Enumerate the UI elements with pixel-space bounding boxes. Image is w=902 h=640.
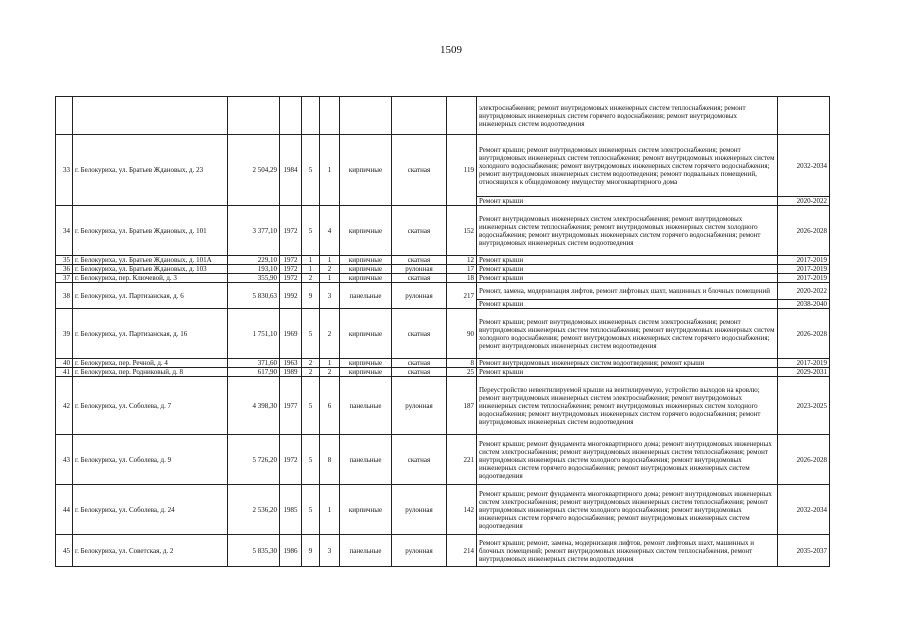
residents-count-cell: 18 [447, 274, 477, 283]
period-cell: 2038-2040 [778, 300, 830, 309]
year-cell: 1972 [280, 274, 302, 283]
year-cell: 1985 [280, 485, 302, 535]
works-cell: Ремонт крыши [477, 368, 778, 377]
period-cell: 2029-2031 [778, 368, 830, 377]
wall-material-cell: кирпичные [340, 135, 392, 206]
address-cell: г. Белокуриха, ул. Братьев Ждановых, д. 103 [73, 265, 228, 274]
period-cell [778, 97, 830, 135]
works-cell: Ремонт крыши; ремонт внутридомовых инженерных систем электроснабжения; ремонт внутридомовых инженерных систем теплоснабжения; ремонт внутридомовых инженерных систем холодного водоснабжения; ремонт внутридомовых инженерных систем горячего водоснабжения; ремонт внутридомовых инженерных систем водоотведения; ремонт подвальных помещений, относящихся к общедомовому имуществу многоквартирного дома [477, 135, 778, 197]
floors-cell: 2 [302, 368, 320, 377]
residents-count-cell: 217 [447, 283, 477, 309]
period-cell: 2020-2022 [778, 197, 830, 206]
address-cell: г. Белокуриха, ул. Братьев Ждановых, д. 101 [73, 206, 228, 256]
wall-material-cell: панельные [340, 377, 392, 435]
residents-count-cell: 214 [447, 535, 477, 567]
area-cell: 229,10 [228, 256, 280, 265]
works-cell: Ремонт крыши [477, 265, 778, 274]
residents-count-cell: 8 [447, 359, 477, 368]
period-cell: 2026-2028 [778, 309, 830, 359]
works-cell: Ремонт крыши; ремонт, замена, модернизация лифтов, ремонт лифтовых шахт, машинных и блочных помещений; ремонт внутридомовых инженерных систем теплоснабжения, ремонт внутридомовых инженерных систем водоотведения [477, 535, 778, 567]
row-number-cell: 34 [56, 206, 73, 256]
works-cell: Ремонт крыши [477, 256, 778, 265]
wall-material-cell [340, 97, 392, 135]
address-cell: г. Белокуриха, ул. Советская, д. 2 [73, 535, 228, 567]
wall-material-cell: кирпичные [340, 256, 392, 265]
entrances-cell [320, 97, 340, 135]
address-cell: г. Белокуриха, ул. Братьев Ждановых, д. 101А [73, 256, 228, 265]
entrances-cell: 3 [320, 535, 340, 567]
buildings-table [55, 96, 830, 567]
year-cell: 1972 [280, 206, 302, 256]
table-row [56, 435, 830, 485]
roof-type-cell: скатная [392, 274, 447, 283]
wall-material-cell: кирпичные [340, 309, 392, 359]
entrances-cell: 6 [320, 377, 340, 435]
period-cell: 2017-2019 [778, 265, 830, 274]
roof-type-cell: скатная [392, 135, 447, 206]
residents-count-cell: 25 [447, 368, 477, 377]
roof-type-cell: рулонная [392, 283, 447, 309]
roof-type-cell: рулонная [392, 265, 447, 274]
entrances-cell: 1 [320, 359, 340, 368]
roof-type-cell [392, 97, 447, 135]
period-cell: 2020-2022 [778, 283, 830, 300]
residents-count-cell: 119 [447, 135, 477, 206]
address-cell: г. Белокуриха, ул. Соболева, д. 9 [73, 435, 228, 485]
row-number-cell: 36 [56, 265, 73, 274]
period-cell: 2026-2028 [778, 435, 830, 485]
residents-count-cell: 152 [447, 206, 477, 256]
floors-cell: 5 [302, 485, 320, 535]
area-cell [228, 97, 280, 135]
year-cell: 1972 [280, 435, 302, 485]
entrances-cell: 1 [320, 274, 340, 283]
area-cell: 355,90 [228, 274, 280, 283]
address-cell: г. Белокуриха, ул. Соболева, д. 7 [73, 377, 228, 435]
floors-cell: 5 [302, 135, 320, 206]
address-cell: г. Белокуриха, ул. Братьев Ждановых, д. 23 [73, 135, 228, 206]
roof-type-cell: скатная [392, 435, 447, 485]
wall-material-cell: панельные [340, 535, 392, 567]
area-cell: 371,60 [228, 359, 280, 368]
area-cell: 4 398,30 [228, 377, 280, 435]
residents-count-cell: 12 [447, 256, 477, 265]
period-cell: 2035-2037 [778, 535, 830, 567]
floors-cell: 2 [302, 274, 320, 283]
residents-count-cell: 90 [447, 309, 477, 359]
row-number-cell: 40 [56, 359, 73, 368]
wall-material-cell: кирпичные [340, 485, 392, 535]
area-cell: 193,10 [228, 265, 280, 274]
roof-type-cell: скатная [392, 256, 447, 265]
residents-count-cell: 17 [447, 265, 477, 274]
row-number-cell: 41 [56, 368, 73, 377]
address-cell: г. Белокуриха, ул. Партизанская, д. 6 [73, 283, 228, 309]
residents-count-cell: 221 [447, 435, 477, 485]
address-cell: г. Белокуриха, ул. Соболева, д. 24 [73, 485, 228, 535]
table-row [56, 485, 830, 535]
works-cell: Ремонт внутридомовых инженерных систем электроснабжения; ремонт внутридомовых инженерных систем теплоснабжения; ремонт внутридомовых инженерных систем холодного водоснабжения; ремонт внутридомовых инженерных систем горячего водоснабжения; ремонт внутридомовых инженерных систем водоотведения [477, 206, 778, 256]
row-number-cell: 45 [56, 535, 73, 567]
roof-type-cell: скатная [392, 309, 447, 359]
table-row [56, 309, 830, 359]
table-row [56, 283, 830, 300]
year-cell: 1977 [280, 377, 302, 435]
address-cell: г. Белокуриха, пер. Речной, д. 4 [73, 359, 228, 368]
table-row [56, 256, 830, 265]
year-cell [280, 97, 302, 135]
table-row [56, 135, 830, 197]
works-cell: электроснабжения; ремонт внутридомовых инженерных систем теплоснабжения; ремонт внутридомовых инженерных систем горячего водоснабжения; ремонт внутридомовых инженерных систем водоотведения [477, 97, 778, 135]
floors-cell [302, 97, 320, 135]
area-cell: 2 504,29 [228, 135, 280, 206]
address-cell: г. Белокуриха, пер. Ключевой, д. 3 [73, 274, 228, 283]
period-cell: 2032-2034 [778, 135, 830, 197]
works-cell: Ремонт, замена, модернизация лифтов, ремонт лифтовых шахт, машинных и блочных помещений [477, 283, 778, 300]
wall-material-cell: панельные [340, 283, 392, 309]
page-number: 1509 [440, 44, 462, 56]
period-cell: 2017-2019 [778, 274, 830, 283]
floors-cell: 5 [302, 435, 320, 485]
table-row [56, 359, 830, 368]
wall-material-cell: кирпичные [340, 359, 392, 368]
entrances-cell: 3 [320, 283, 340, 309]
area-cell: 5 830,63 [228, 283, 280, 309]
year-cell: 1969 [280, 309, 302, 359]
entrances-cell: 4 [320, 206, 340, 256]
row-number-cell: 38 [56, 283, 73, 309]
row-number-cell: 37 [56, 274, 73, 283]
residents-count-cell [447, 97, 477, 135]
entrances-cell: 2 [320, 265, 340, 274]
wall-material-cell: кирпичные [340, 368, 392, 377]
address-cell [73, 97, 228, 135]
period-cell: 2017-2019 [778, 359, 830, 368]
row-number-cell: 43 [56, 435, 73, 485]
roof-type-cell: рулонная [392, 485, 447, 535]
year-cell: 1972 [280, 256, 302, 265]
address-cell: г. Белокуриха, пер. Родниковый, д. 8 [73, 368, 228, 377]
works-cell: Переустройство невентилируемой крыши на вентилируемую, устройство выходов на кровлю; ремонт внутридомовых инженерных систем электроснабжения; ремонт внутридомовых инженерных систем теплоснабжения; ремонт внутридомовых инженерных систем холодного водоснабжения; ремонт внутридомовых инженерных систем горячего водоснабжения; ремонт внутридомовых инженерных систем водоотведения [477, 377, 778, 435]
period-cell: 2017-2019 [778, 256, 830, 265]
year-cell: 1986 [280, 535, 302, 567]
year-cell: 1963 [280, 359, 302, 368]
row-number-cell: 44 [56, 485, 73, 535]
works-cell: Ремонт крыши [477, 274, 778, 283]
table-row [56, 97, 830, 135]
works-cell: Ремонт крыши [477, 300, 778, 309]
area-cell: 2 536,20 [228, 485, 280, 535]
period-cell: 2023-2025 [778, 377, 830, 435]
table-body [56, 97, 830, 567]
floors-cell: 5 [302, 309, 320, 359]
period-cell: 2026-2028 [778, 206, 830, 256]
row-number-cell: 42 [56, 377, 73, 435]
works-cell: Ремонт внутридомовых инженерных систем водоотведения; ремонт крыши [477, 359, 778, 368]
table-row [56, 265, 830, 274]
floors-cell: 1 [302, 256, 320, 265]
area-cell: 617,90 [228, 368, 280, 377]
wall-material-cell: панельные [340, 435, 392, 485]
year-cell: 1989 [280, 368, 302, 377]
table-row [56, 274, 830, 283]
works-cell: Ремонт крыши; ремонт фундамента многоквартирного дома; ремонт внутридомовых инженерных систем электроснабжения; ремонт внутридомовых инженерных систем теплоснабжения; ремонт внутридомовых инженерных систем холодного водоснабжения; ремонт внутридомовых инженерных систем горячего водоснабжения; ремонт внутридомовых инженерных систем водоотведения [477, 435, 778, 485]
period-cell: 2032-2034 [778, 485, 830, 535]
residents-count-cell: 142 [447, 485, 477, 535]
area-cell: 3 377,10 [228, 206, 280, 256]
entrances-cell: 8 [320, 435, 340, 485]
entrances-cell: 1 [320, 135, 340, 206]
wall-material-cell: кирпичные [340, 274, 392, 283]
floors-cell: 9 [302, 535, 320, 567]
year-cell: 1984 [280, 135, 302, 206]
works-cell: Ремонт крыши; ремонт внутридомовых инженерных систем электроснабжения; ремонт внутридомовых инженерных систем теплоснабжения; ремонт внутридомовых инженерных систем холодного водоснабжения; ремонт внутридомовых инженерных систем горячего водоснабжения; ремонт внутридомовых инженерных систем водоотведения [477, 309, 778, 359]
table-row [56, 368, 830, 377]
area-cell: 5 835,30 [228, 535, 280, 567]
table-row [56, 206, 830, 256]
works-cell: Ремонт крыши; ремонт фундамента многоквартирного дома; ремонт внутридомовых инженерных систем электроснабжения; ремонт внутридомовых инженерных систем теплоснабжения; ремонт внутридомовых инженерных систем холодного водоснабжения; ремонт внутридомовых инженерных систем горячего водоснабжения; ремонт внутридомовых инженерных систем водоотведения [477, 485, 778, 535]
floors-cell: 1 [302, 265, 320, 274]
wall-material-cell: кирпичные [340, 265, 392, 274]
floors-cell: 5 [302, 377, 320, 435]
area-cell: 5 726,20 [228, 435, 280, 485]
row-number-cell [56, 97, 73, 135]
row-number-cell: 39 [56, 309, 73, 359]
entrances-cell: 1 [320, 256, 340, 265]
roof-type-cell: рулонная [392, 377, 447, 435]
year-cell: 1992 [280, 283, 302, 309]
works-cell: Ремонт крыши [477, 197, 778, 206]
floors-cell: 9 [302, 283, 320, 309]
entrances-cell: 2 [320, 368, 340, 377]
row-number-cell: 35 [56, 256, 73, 265]
entrances-cell: 2 [320, 309, 340, 359]
area-cell: 1 751,10 [228, 309, 280, 359]
wall-material-cell: кирпичные [340, 206, 392, 256]
floors-cell: 5 [302, 206, 320, 256]
table-row [56, 535, 830, 567]
roof-type-cell: скатная [392, 368, 447, 377]
year-cell: 1972 [280, 265, 302, 274]
entrances-cell: 1 [320, 485, 340, 535]
roof-type-cell: рулонная [392, 535, 447, 567]
residents-count-cell: 187 [447, 377, 477, 435]
roof-type-cell: скатная [392, 359, 447, 368]
table-row [56, 377, 830, 435]
roof-type-cell: скатная [392, 206, 447, 256]
row-number-cell: 33 [56, 135, 73, 206]
floors-cell: 2 [302, 359, 320, 368]
address-cell: г. Белокуриха, ул. Партизанская, д. 16 [73, 309, 228, 359]
